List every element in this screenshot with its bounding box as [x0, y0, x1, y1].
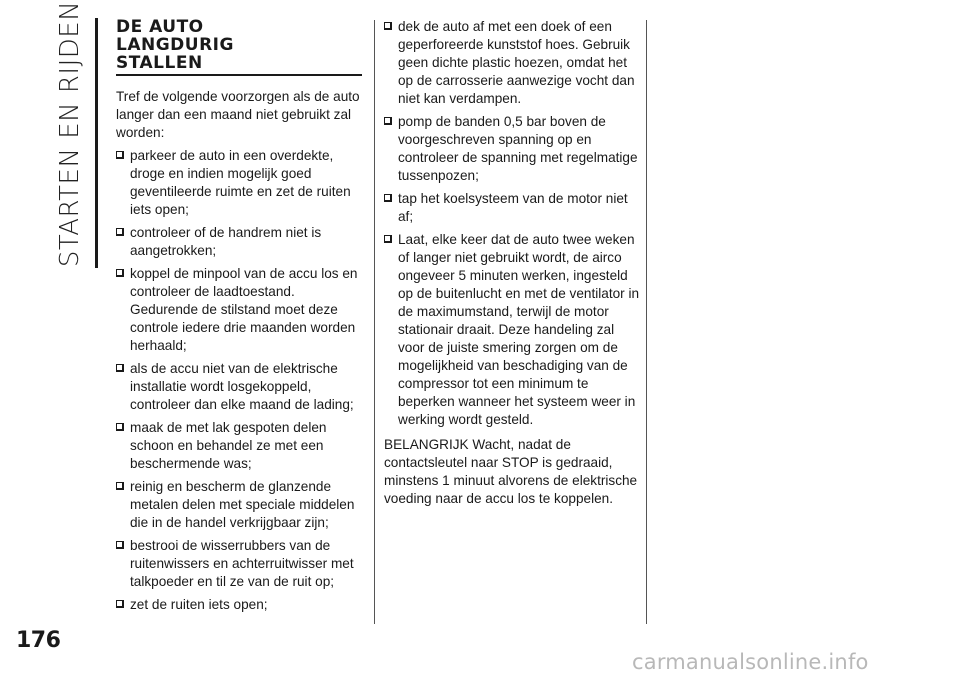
section-heading: [116, 18, 362, 76]
checkbox-icon: [384, 235, 392, 243]
heading-line: STALLEN: [116, 53, 203, 73]
checklist-item: pomp de banden 0,5 bar boven de voorgeschreven spanning op en controleer de spanning met regelmatige tussenpozen;: [384, 113, 642, 185]
checklist: [116, 147, 366, 614]
checklist-item: maak de met lak gespoten delen schoon en behandel ze met een beschermende was;: [116, 419, 366, 473]
page-number: 176: [16, 628, 61, 653]
heading-line: DE AUTO: [116, 17, 204, 37]
checkbox-icon: [116, 423, 124, 431]
checklist-item: tap het koelsysteem van de motor niet af;: [384, 190, 642, 226]
left-column: [116, 18, 366, 619]
side-title-rule: [95, 18, 98, 268]
column-divider: [374, 20, 375, 624]
checklist-item: koppel de minpool van de accu los en controleer de laadtoestand. Gedurende de stilstand moet deze controle iedere drie maanden worden herhaald;: [116, 265, 366, 355]
checkbox-icon: [116, 600, 124, 608]
right-column: [384, 18, 642, 513]
checkbox-icon: [384, 22, 392, 30]
checkbox-icon: [116, 541, 124, 549]
section-side-title: [48, 0, 92, 268]
checklist-item: bestrooi de wisserrubbers van de ruitenwissers en achterruitwisser met talkpoeder en til ze van de ruit op;: [116, 537, 366, 591]
column-divider: [646, 20, 647, 624]
checkbox-icon: [384, 117, 392, 125]
checklist: [384, 18, 642, 429]
checklist-item: reinig en bescherm de glanzende metalen delen met speciale middelen die in de handel verkrijgbaar zijn;: [116, 478, 366, 532]
intro-paragraph: Tref de volgende voorzorgen als de auto langer dan een maand niet gebruikt zal worden:: [116, 89, 360, 140]
watermark-text: carmanualsonline.info: [632, 650, 869, 674]
checkbox-icon: [116, 364, 124, 372]
section-title-text: STARTEN EN RIJDEN: [55, 0, 85, 268]
checklist-item: als de accu niet van de elektrische installatie wordt losgekoppeld, controleer dan elke maand de lading;: [116, 360, 366, 414]
checkbox-icon: [116, 228, 124, 236]
checkbox-icon: [116, 482, 124, 490]
checkbox-icon: [116, 151, 124, 159]
checkbox-icon: [116, 269, 124, 277]
checklist-item: dek de auto af met een doek of een geperforeerde kunststof hoes. Gebruik geen dichte plastic hoezen, omdat het op de carrosserie aanwezige vocht dan niet kan verdampen.: [384, 18, 642, 108]
important-note: BELANGRIJK Wacht, nadat de contactsleutel naar STOP is gedraaid, minstens 1 minuut alvorens de elektrische voeding naar de accu los te koppelen.: [384, 437, 638, 506]
checklist-item: parkeer de auto in een overdekte, droge en indien mogelijk goed geventileerde ruimte en zet de ruiten iets open;: [116, 147, 366, 219]
checklist-item: zet de ruiten iets open;: [116, 596, 366, 614]
checklist-item: controleer of de handrem niet is aangetrokken;: [116, 224, 366, 260]
heading-line: LANGDURIG: [116, 35, 234, 55]
checkbox-icon: [384, 194, 392, 202]
checklist-item: Laat, elke keer dat de auto twee weken of langer niet gebruikt wordt, de airco ongeveer 5 minuten werken, ingesteld op de buitenlucht en met de ventilator in de maximumstand, terwijl de motor stationair draait. Deze handeling zal voor de juiste smering zorgen om de mogelijkheid van beschadiging van de compressor tot een minimum te beperken wanneer het systeem weer in werking wordt gesteld.: [384, 231, 642, 429]
